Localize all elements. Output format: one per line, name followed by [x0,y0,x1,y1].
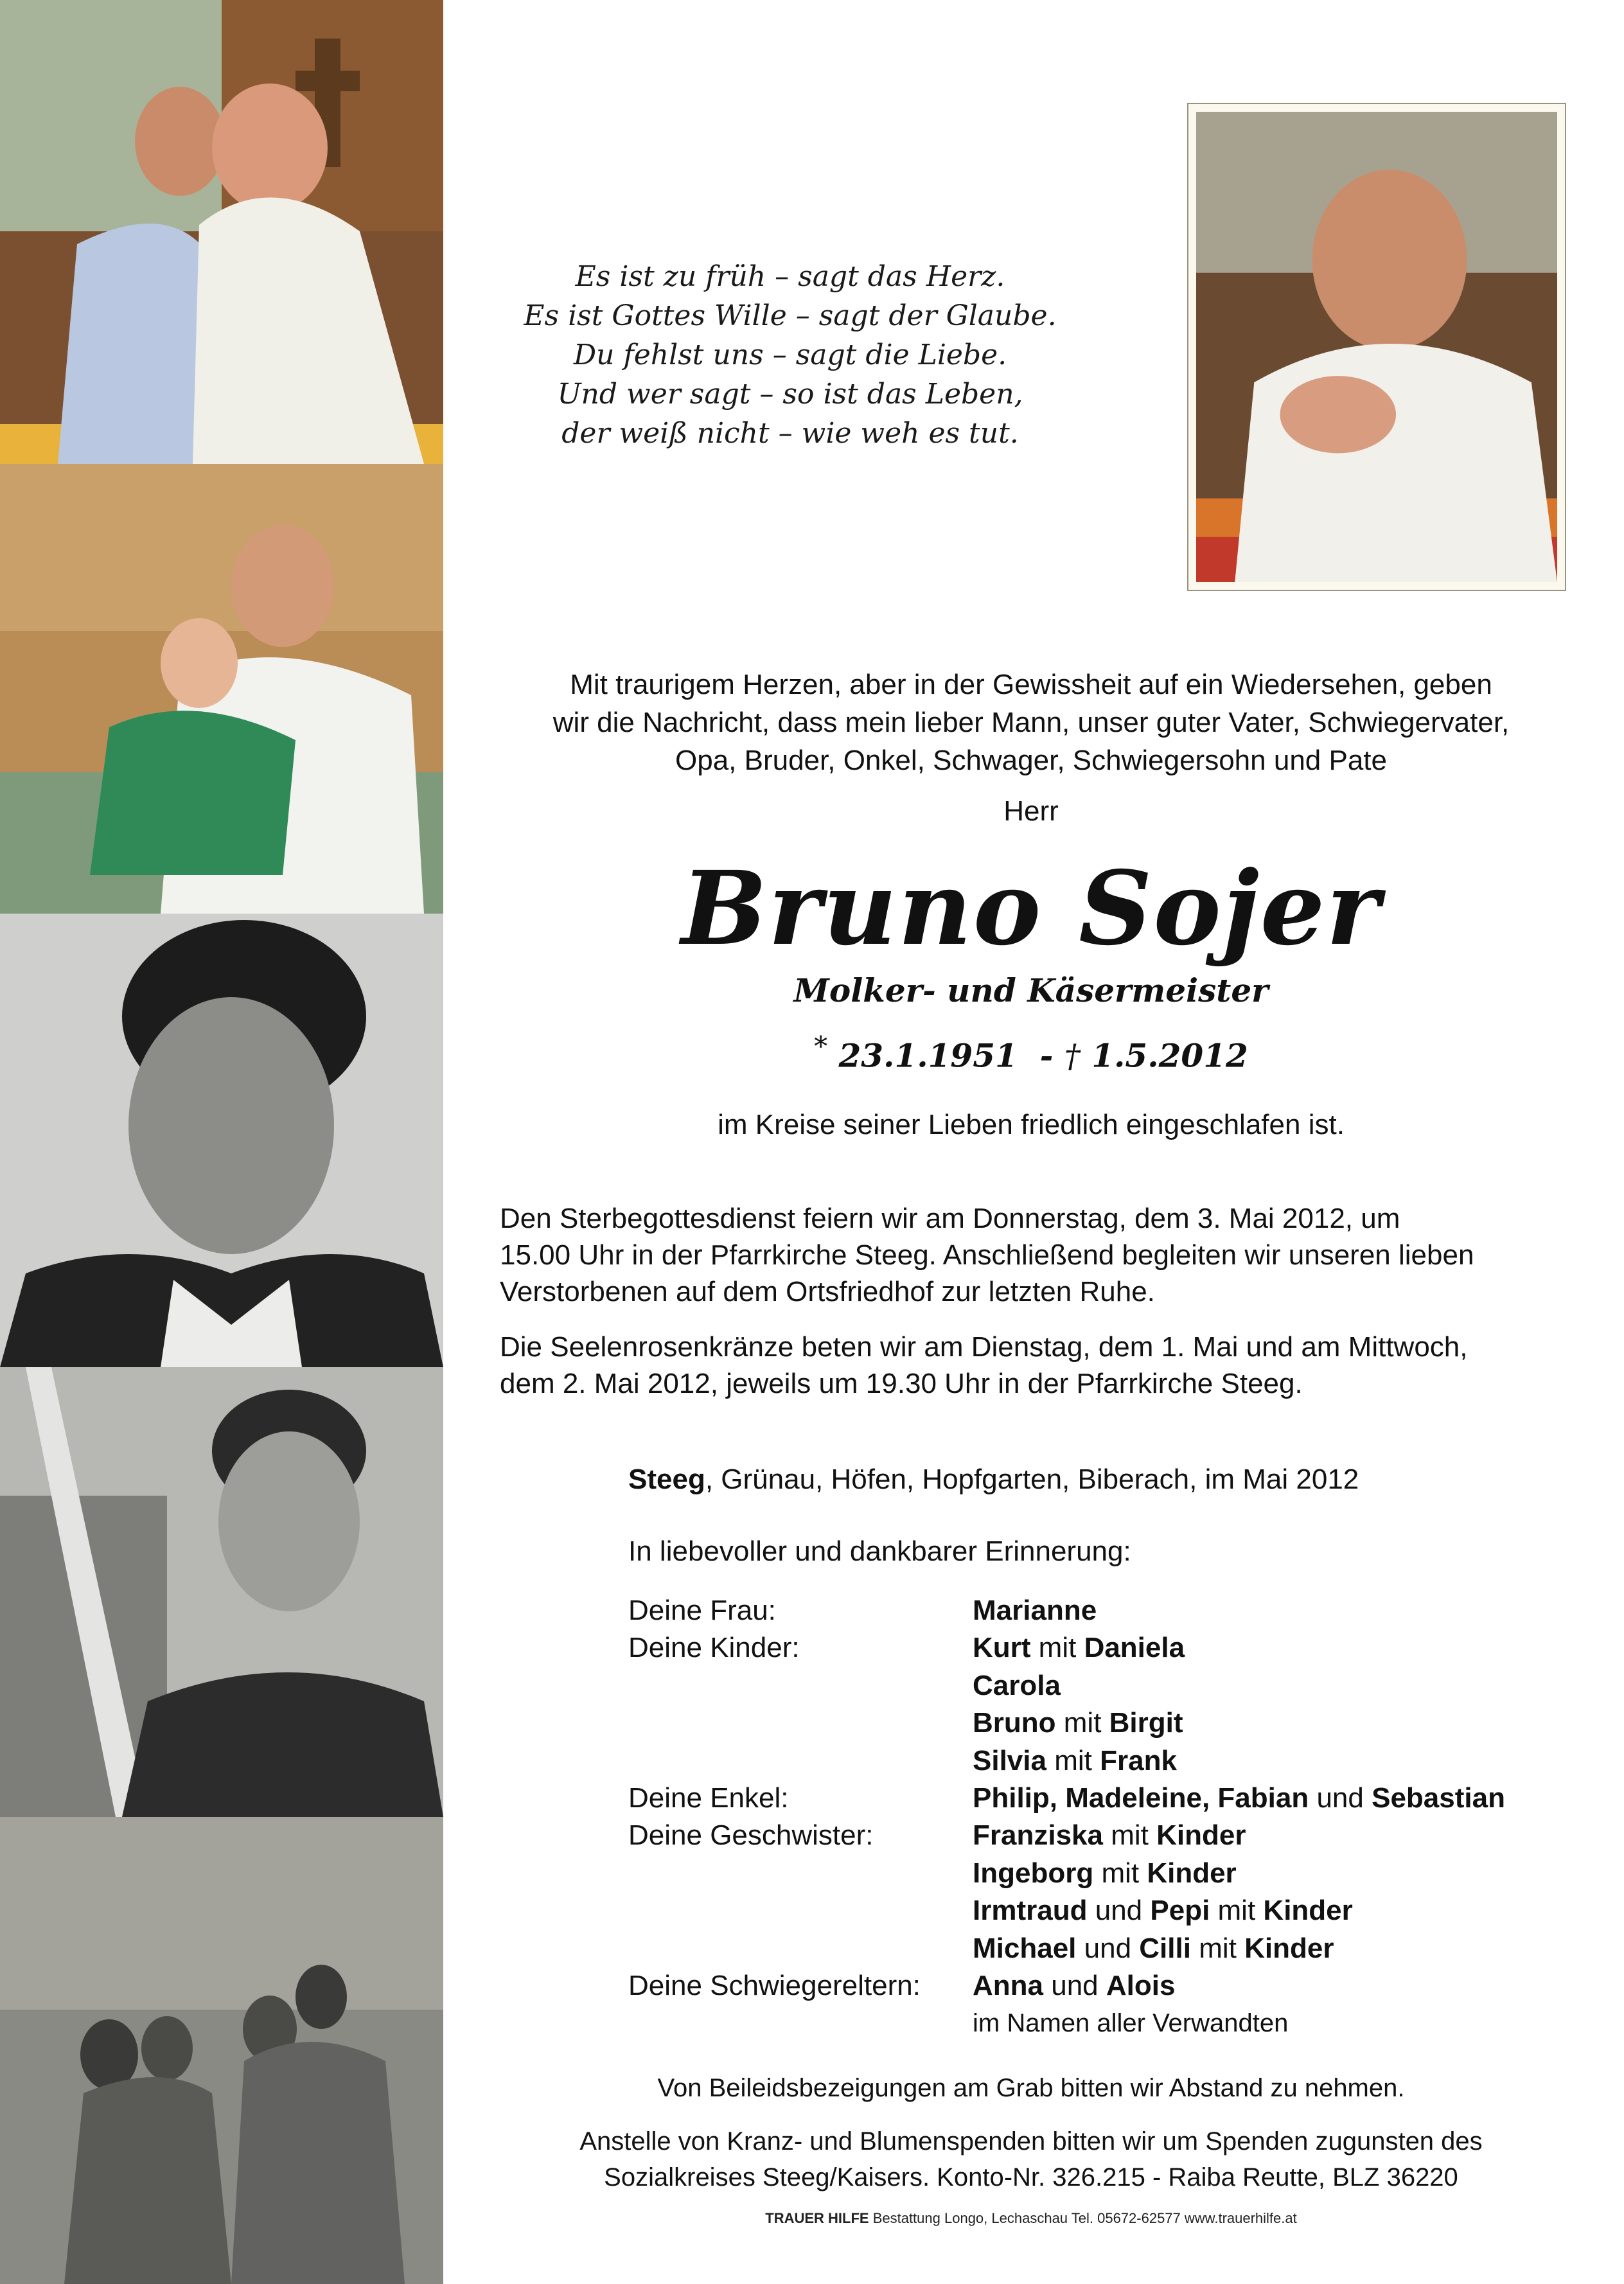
life-dates [488,1031,1574,1075]
service-line: 15.00 Uhr in der Pfarrkirche Steeg. Anschließend begleiten wir unseren lieben [500,1239,1474,1271]
connector-word: und [1084,1932,1132,1964]
announcement-intro [488,666,1574,779]
poem-line: Und wer sagt – so ist das Leben, [557,378,1023,411]
notice-donation [488,2123,1574,2195]
connector-word: mit [1038,1632,1077,1664]
family-name: Pepi [1150,1895,1210,1927]
family-name: Frank [1100,1744,1177,1776]
family-name: Marianne [973,1595,1097,1626]
family-label: Deine Enkel: [628,1782,789,1814]
intro-line: wir die Nachricht, dass mein lieber Mann, unser guter Vater, Schwiegervater, [552,707,1510,738]
rosary-paragraph [500,1329,1567,1402]
death-symbol: † [1064,1037,1081,1075]
family-name: Bruno [973,1707,1056,1739]
connector-word: und [1316,1782,1364,1814]
family-name: Michael [973,1932,1077,1964]
intro-line: Opa, Bruder, Onkel, Schwager, Schwiegersohn und Pate [675,745,1387,776]
intro-line: Mit traurigem Herzen, aber in der Gewissheit auf ein Wiedersehen, geben [570,669,1492,700]
birth-date: 23.1.1951 [838,1036,1018,1075]
footer-brand: TRAUER HILFE [765,2210,869,2226]
service-line: Den Sterbegottesdienst feiern wir am Donnerstag, dem 3. Mai 2012, um [500,1203,1400,1234]
family-label: Deine Geschwister: [628,1819,874,1852]
portrait-frame [1187,103,1566,591]
family-name: Philip, Madeleine, Fabian [973,1782,1309,1814]
donation-line: Sozialkreises Steeg/Kaisers. Konto-Nr. 326.215 - Raiba Reutte, BLZ 36220 [604,2163,1458,2191]
connector-word: mit [1054,1744,1092,1776]
portrait-photo [1196,112,1557,582]
photo-couple [0,0,443,464]
poem [488,257,1092,453]
connector-word: mit [1101,1857,1140,1889]
connector-word: mit [1199,1932,1237,1964]
connector-word: und [1095,1895,1143,1927]
place-date-line [628,1464,1359,1496]
title-word: Herr [1003,795,1059,827]
family-name: Daniela [1084,1632,1185,1664]
footer-text: Bestattung Longo, Lechaschau Tel. 05672-62577 www.trauerhilfe.at [869,2210,1297,2226]
service-paragraph [500,1200,1567,1310]
family-name: Anna [973,1969,1043,2001]
memory-line: In liebevoller und dankbarer Erinnerung: [628,1536,1131,1567]
passed-text: im Kreise seiner Lieben friedlich eingeschlafen ist. [718,1109,1345,1140]
family-name: Kinder [1147,1857,1237,1889]
family-name: Kinder [1263,1895,1353,1927]
photo-grandfather-with-child [0,464,443,914]
family-label: Deine Frau: [628,1595,776,1626]
death-date: 1.5.2012 [1091,1036,1248,1075]
poem-line: Es ist zu früh – sagt das Herz. [575,260,1005,293]
connector-word: und [1051,1969,1099,2001]
connector-word: mit [1217,1895,1256,1927]
photo-boy-portrait [0,1367,443,1817]
notice-grave: Von Beileidsbezeigungen am Grab bitten wir Abstand zu nehmen. [657,2074,1405,2102]
family-name: Cilli [1139,1932,1191,1964]
family-name: Carola [973,1669,1061,1701]
family-name: Kinder [1244,1932,1334,1964]
photo-young-man-portrait [0,914,443,1367]
family-name: Alois [1106,1969,1176,2001]
rosary-line: Die Seelenrosenkränze beten wir am Dienstag, dem 1. Mai und am Mittwoch, [500,1331,1468,1363]
deceased-name: Bruno Sojer [681,849,1381,968]
poem-line: Es ist Gottes Wille – sagt der Glaube. [524,299,1057,332]
connector-word: mit [1063,1707,1102,1739]
place-bold: Steeg [628,1464,705,1495]
family-name: Franziska [973,1819,1103,1852]
family-label: Deine Schwiegereltern: [628,1969,921,2001]
deceased-profession: Molker- und Käsermeister [793,971,1269,1009]
family-name: Kurt [973,1632,1031,1664]
family-name: Kinder [1156,1819,1246,1852]
footer [488,2210,1574,2227]
place-rest: , Grünau, Höfen, Hopfgarten, Biberach, im Mai 2012 [705,1464,1359,1495]
family-label: Deine Kinder: [628,1632,800,1664]
service-line: Verstorbenen auf dem Ortsfriedhof zur letzten Ruhe. [500,1276,1155,1307]
family-name: Silvia [973,1744,1046,1776]
donation-line: Anstelle von Kranz- und Blumenspenden bitten wir um Spenden zugunsten des [579,2127,1483,2156]
family-name: Ingeborg [973,1857,1094,1889]
poem-line: Du fehlst uns – sagt die Liebe. [573,339,1007,371]
rosary-line: dem 2. Mai 2012, jeweils um 19.30 Uhr in der Pfarrkirche Steeg. [500,1368,1303,1399]
relatives-line: im Namen aller Verwandten [973,2009,1289,2038]
family-name: Irmtraud [973,1895,1088,1927]
date-separator: - [1039,1036,1054,1075]
connector-word: mit [1111,1819,1149,1852]
photo-children-outdoors [0,1817,443,2284]
poem-line: der weiß nicht – wie weh es tut. [561,417,1019,450]
family-name: Birgit [1109,1707,1183,1739]
family-name: Sebastian [1372,1782,1505,1814]
birth-symbol: * [814,1031,828,1062]
